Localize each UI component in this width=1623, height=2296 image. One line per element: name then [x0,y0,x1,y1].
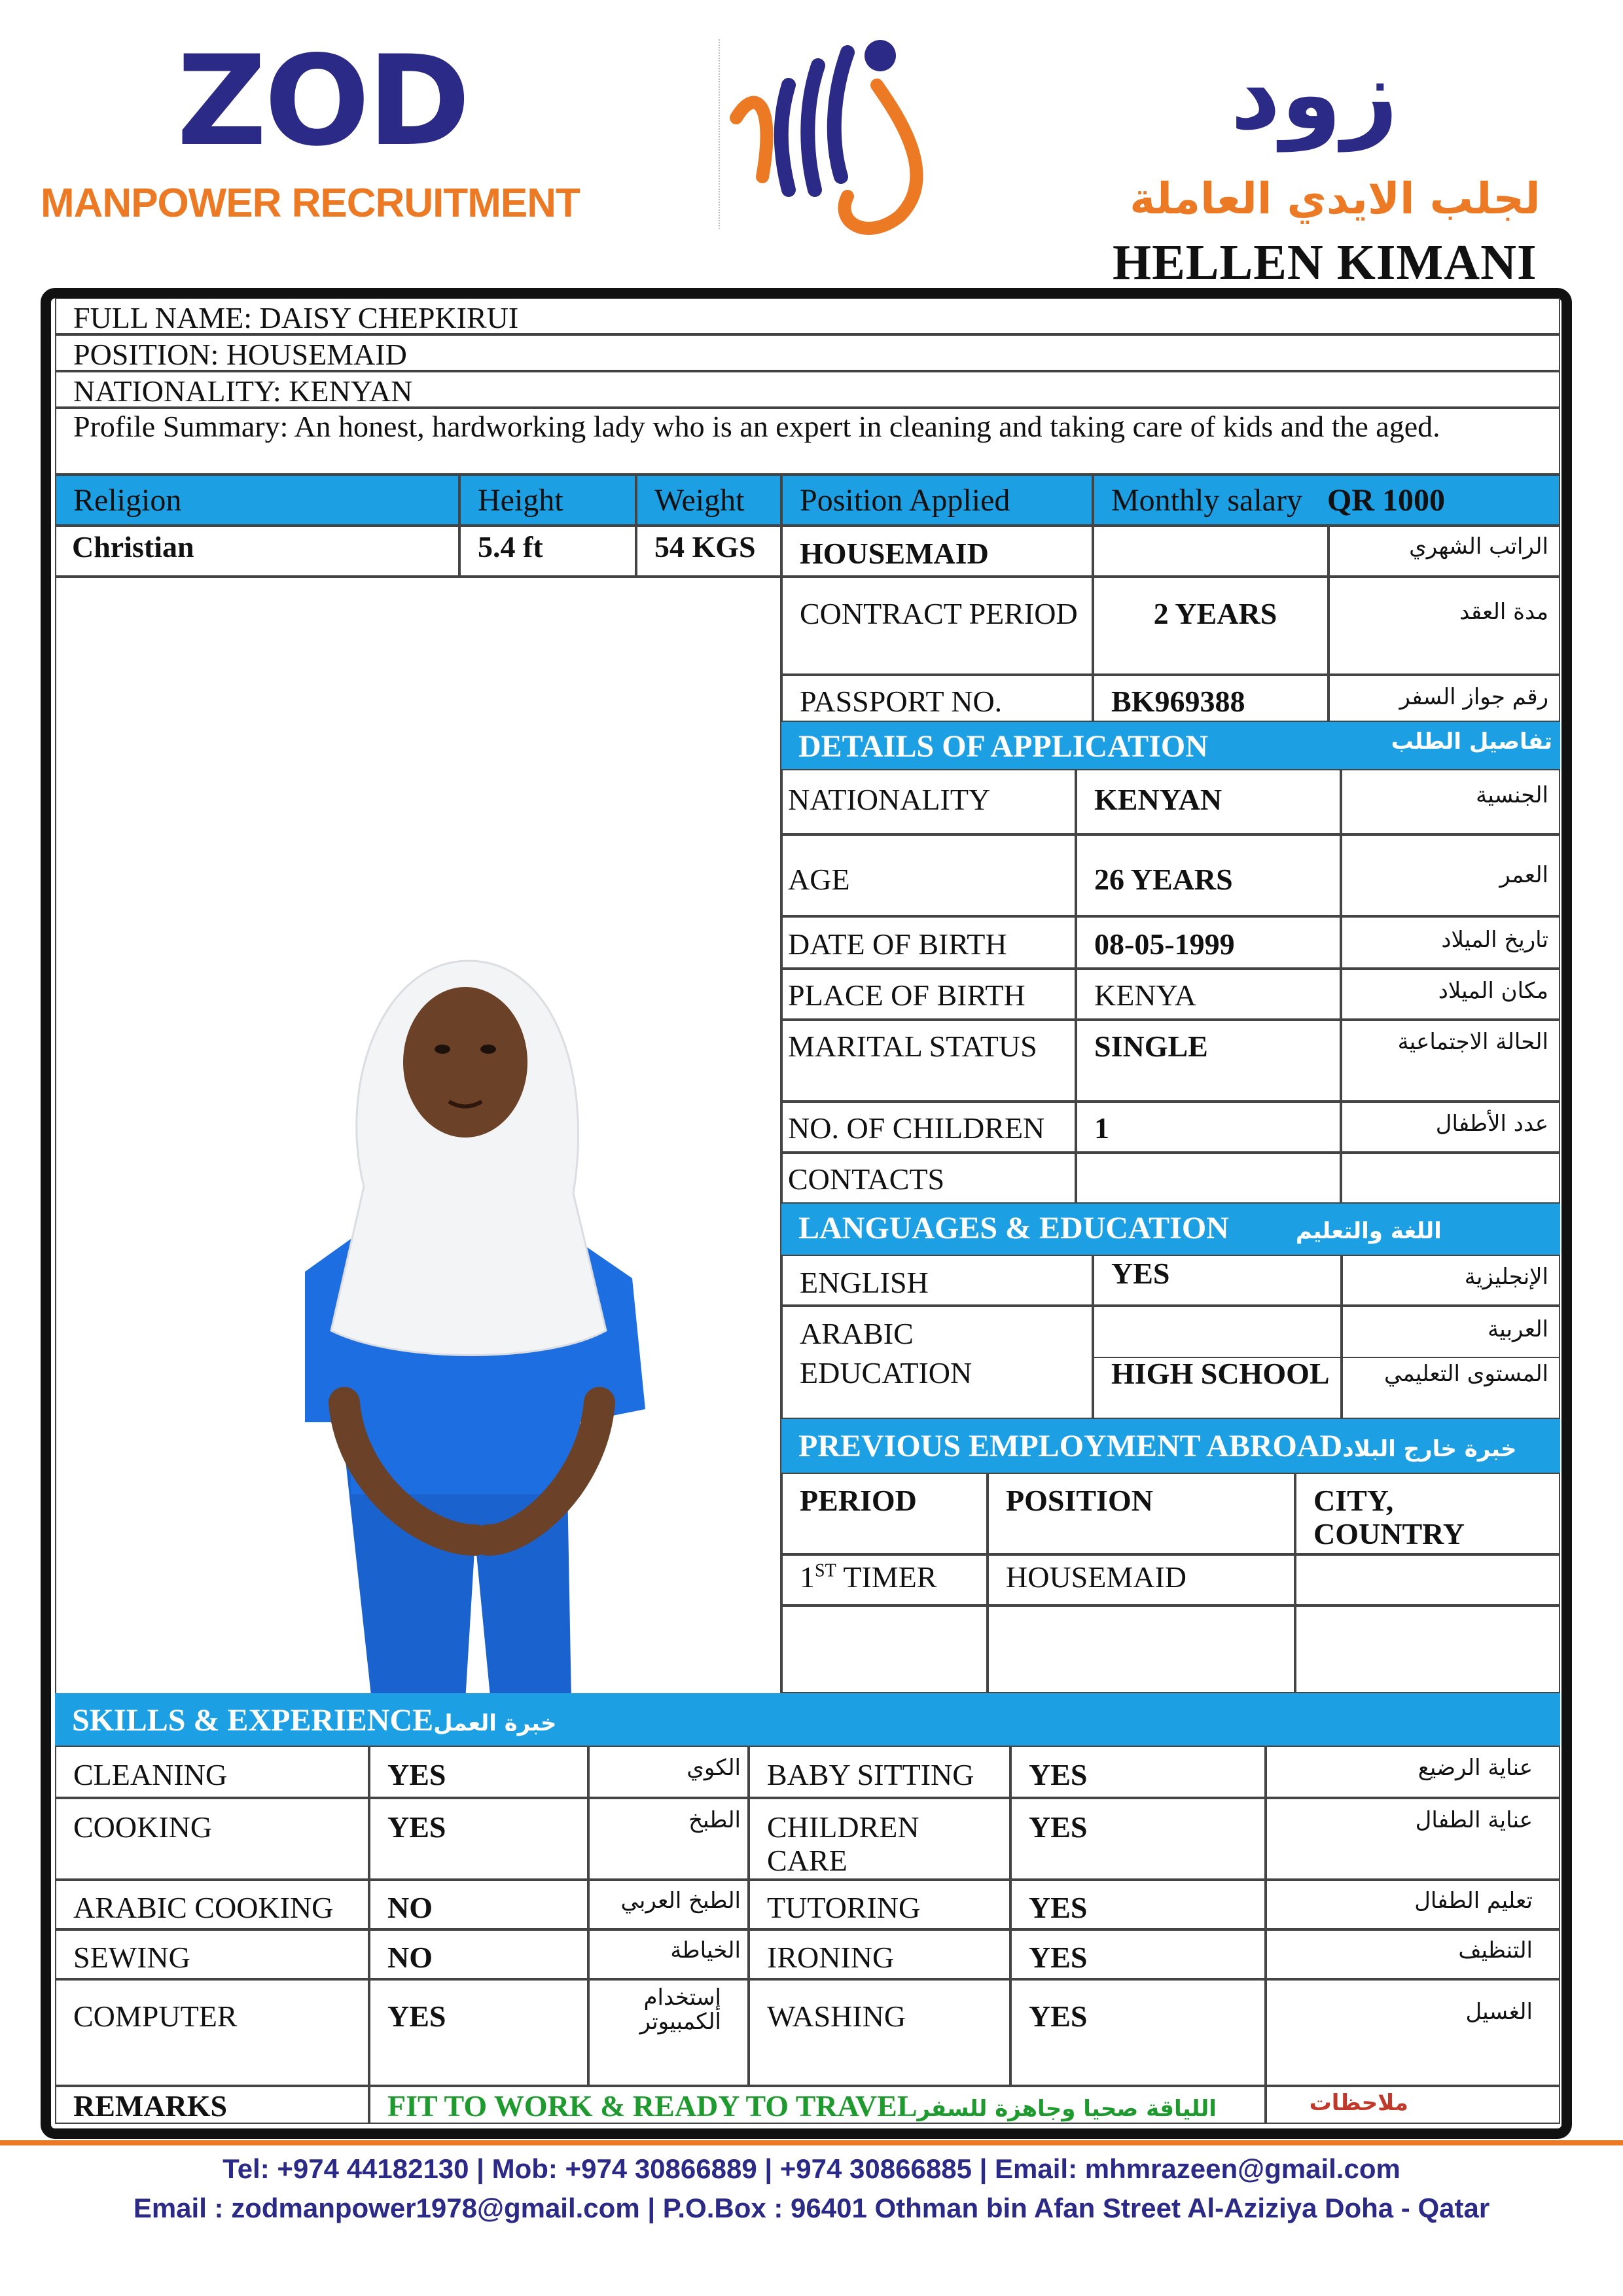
skill-washing-label: WASHING [749,1979,1010,2086]
skill-baby-sitting-value: YES [1010,1746,1266,1798]
skill-cooking-arabic: الطبخ [588,1798,749,1880]
height-header: Height [459,475,636,526]
employment-empty-1 [781,1605,988,1693]
skill-arabic-cooking-arabic: الطبخ العربي [588,1880,749,1929]
skill-cleaning-label: CLEANING [55,1746,369,1798]
employment-position-value: HOUSEMAID [988,1554,1295,1605]
skill-arabic-cooking-value: NO [369,1880,588,1929]
contract-period-label: CONTRACT PERIOD [781,577,1093,675]
brand-logo: ZOD [177,29,469,173]
emblem-stroke-3 [834,52,847,177]
emblem-head [865,40,896,71]
weight-value: 54 KGS [636,526,781,577]
skill-cooking-label: COOKING [55,1798,369,1880]
languages-title-arabic: اللغة والتعليم [1295,1218,1442,1244]
remarks-arabic-label: ملاحظات [1266,2086,1560,2124]
remarks-text: FIT TO WORK & READY TO TRAVEL [387,2089,918,2123]
marital-status-label: MARITAL STATUS [781,1020,1076,1102]
english-value: YES [1093,1255,1342,1306]
children-value: 1 [1076,1102,1341,1153]
height-value: 5.4 ft [459,526,636,577]
details-title-arabic: تفاصيل الطلب [1391,728,1552,755]
skill-baby-sitting-arabic: عناية الرضيع [1266,1746,1560,1798]
skill-cooking-value: YES [369,1798,588,1880]
dob-arabic: تاريخ الميلاد [1341,916,1560,969]
place-of-birth-label: PLACE OF BIRTH [781,969,1076,1020]
arabic-brand-logo: زود [1230,38,1399,152]
employment-empty-2 [988,1605,1295,1693]
salary-arabic-label: الراتب الشهري [1329,526,1560,577]
passport-arabic: رقم جواز السفر [1329,675,1560,722]
skill-arabic-cooking-label: ARABIC COOKING [55,1880,369,1929]
remarks-value [369,2086,1266,2124]
children-label: NO. OF CHILDREN [781,1102,1076,1153]
period-word: TIMER [843,1560,937,1594]
skill-cleaning-arabic: الكوي [588,1746,749,1798]
contract-period-value: 2 YEARS [1093,577,1329,675]
nationality-arabic: الجنسية [1341,769,1560,834]
nationality-value: KENYAN [1076,769,1341,834]
skill-ironing-label: IRONING [749,1929,1010,1979]
skill-ironing-arabic: التنظيف [1266,1929,1560,1979]
skills-experience-bar [55,1693,1560,1746]
contacts-label: CONTACTS [781,1153,1076,1204]
marital-status-arabic: الحالة الاجتماعية [1341,1020,1560,1102]
details-title: DETAILS OF APPLICATION [798,729,1208,764]
skill-baby-sitting-label: BABY SITTING [749,1746,1010,1798]
arabic-brand-subtitle: لجلب الايدي العاملة [1130,173,1541,224]
dob-label: DATE OF BIRTH [781,916,1076,969]
skill-sewing-arabic: الخياطة [588,1929,749,1979]
contract-period-arabic: مدة العقد [1329,577,1560,675]
skill-computer-arabic: إستخدام الكمبيوتر [588,1979,749,2086]
nationality-row: NATIONALITY: KENYAN [55,371,1560,408]
skill-tutoring-value: YES [1010,1880,1266,1929]
footer-address-line: Email : zodmanpower1978@gmail.com | P.O.Box : 96401 Othman bin Afan Street Al-Aziziya Doha - Qatar [133,2193,1490,2223]
dob-value: 08-05-1999 [1076,916,1341,969]
place-of-birth-arabic: مكان الميلاد [1341,969,1560,1020]
skill-children-care-label: CHILDREN CARE [749,1798,1010,1880]
contacts-value [1076,1153,1341,1204]
emblem-stroke-1 [781,85,789,190]
employment-title-arabic: خبرة خارج البلاد [1342,1436,1517,1462]
remarks-text-arabic: اللياقة صحيا وجاهزة للسفر [917,2096,1217,2122]
skill-ironing-value: YES [1010,1929,1266,1979]
previous-employment-bar [781,1419,1560,1473]
monthly-salary-value: QR 1000 [1327,483,1445,518]
position-row: POSITION: HOUSEMAID [55,334,1560,371]
profile-summary: Profile Summary: An honest, hardworking lady who is an expert in cleaning and taking care of kids and the aged. [55,408,1560,475]
emblem-swirl-orange [736,103,766,177]
city-country-header: CITY, COUNTRY [1295,1473,1560,1554]
weight-header: Weight [636,475,781,526]
languages-title: LANGUAGES & EDUCATION [798,1211,1229,1246]
left-eye [435,1045,450,1054]
emblem-swirl-body [844,85,916,228]
religion-value: Christian [55,526,459,577]
period-superscript: ST [815,1560,836,1581]
employment-city-value [1295,1554,1560,1605]
skill-cleaning-value: YES [369,1746,588,1798]
skill-computer-label: COMPUTER [55,1979,369,2086]
arabic-value [1093,1306,1342,1358]
skill-children-care-arabic: عناية الطفال [1266,1798,1560,1880]
agent-name: HELLEN KIMANI [1113,235,1537,290]
skill-tutoring-label: TUTORING [749,1880,1010,1929]
emblem-stroke-2 [808,65,818,190]
education-value: HIGH SCHOOL [1093,1357,1342,1419]
english-arabic: الإنجليزية [1342,1255,1560,1306]
contacts-arabic [1341,1153,1560,1204]
nationality-label: NATIONALITY [781,769,1076,834]
skill-sewing-label: SEWING [55,1929,369,1979]
education-arabic: المستوى التعليمي [1342,1357,1560,1419]
languages-education-bar [781,1204,1560,1255]
education-label: EDUCATION [781,1357,1093,1419]
arabic-arabic: العربية [1342,1306,1560,1358]
details-of-application-bar [781,722,1560,769]
brand-subtitle: MANPOWER RECRUITMENT [41,181,580,226]
salary-empty-cell [1093,526,1329,577]
passport-label: PASSPORT NO. [781,675,1093,722]
skills-title-arabic: خبرة العمل [433,1710,557,1736]
right-eye [480,1045,496,1054]
face [403,987,527,1138]
skill-children-care-value: YES [1010,1798,1266,1880]
employment-title: PREVIOUS EMPLOYMENT ABROAD [798,1429,1343,1463]
monthly-salary-label: Monthly salary [1111,483,1302,518]
full-name-row: FULL NAME: DAISY CHEPKIRUI [55,298,1560,334]
period-number: 1 [800,1560,815,1594]
employment-empty-3 [1295,1605,1560,1693]
age-arabic: العمر [1341,834,1560,916]
age-value: 26 YEARS [1076,834,1341,916]
skill-tutoring-arabic: تعليم الطفال [1266,1880,1560,1929]
age-label: AGE [781,834,1076,916]
monthly-salary-header [1093,475,1560,526]
cv-sheet [55,298,1560,2124]
skills-title: SKILLS & EXPERIENCE [72,1703,434,1738]
skill-washing-value: YES [1010,1979,1266,2086]
place-of-birth-value: KENYA [1076,969,1341,1020]
position-header: POSITION [988,1473,1295,1554]
passport-value: BK969388 [1093,675,1329,722]
period-header: PERIOD [781,1473,988,1554]
position-applied-value: HOUSEMAID [781,526,1093,577]
zod-emblem-icon [717,26,952,236]
period-value [781,1554,988,1605]
skill-sewing-value: NO [369,1929,588,1979]
arabic-label: ARABIC [781,1306,1093,1358]
skill-computer-value: YES [369,1979,588,2086]
children-arabic: عدد الأطفال [1341,1102,1560,1153]
marital-status-value: SINGLE [1076,1020,1341,1102]
religion-header: Religion [55,475,459,526]
skill-washing-arabic: الغسيل [1266,1979,1560,2086]
footer-divider [0,2140,1623,2145]
remarks-label: REMARKS [55,2086,369,2124]
footer-contact-line: Tel: +974 44182130 | Mob: +974 30866889 | +974 30866885 | Email: mhmrazeen@gmail.com [223,2153,1400,2184]
english-label: ENGLISH [781,1255,1093,1306]
position-applied-header: Position Applied [781,475,1093,526]
